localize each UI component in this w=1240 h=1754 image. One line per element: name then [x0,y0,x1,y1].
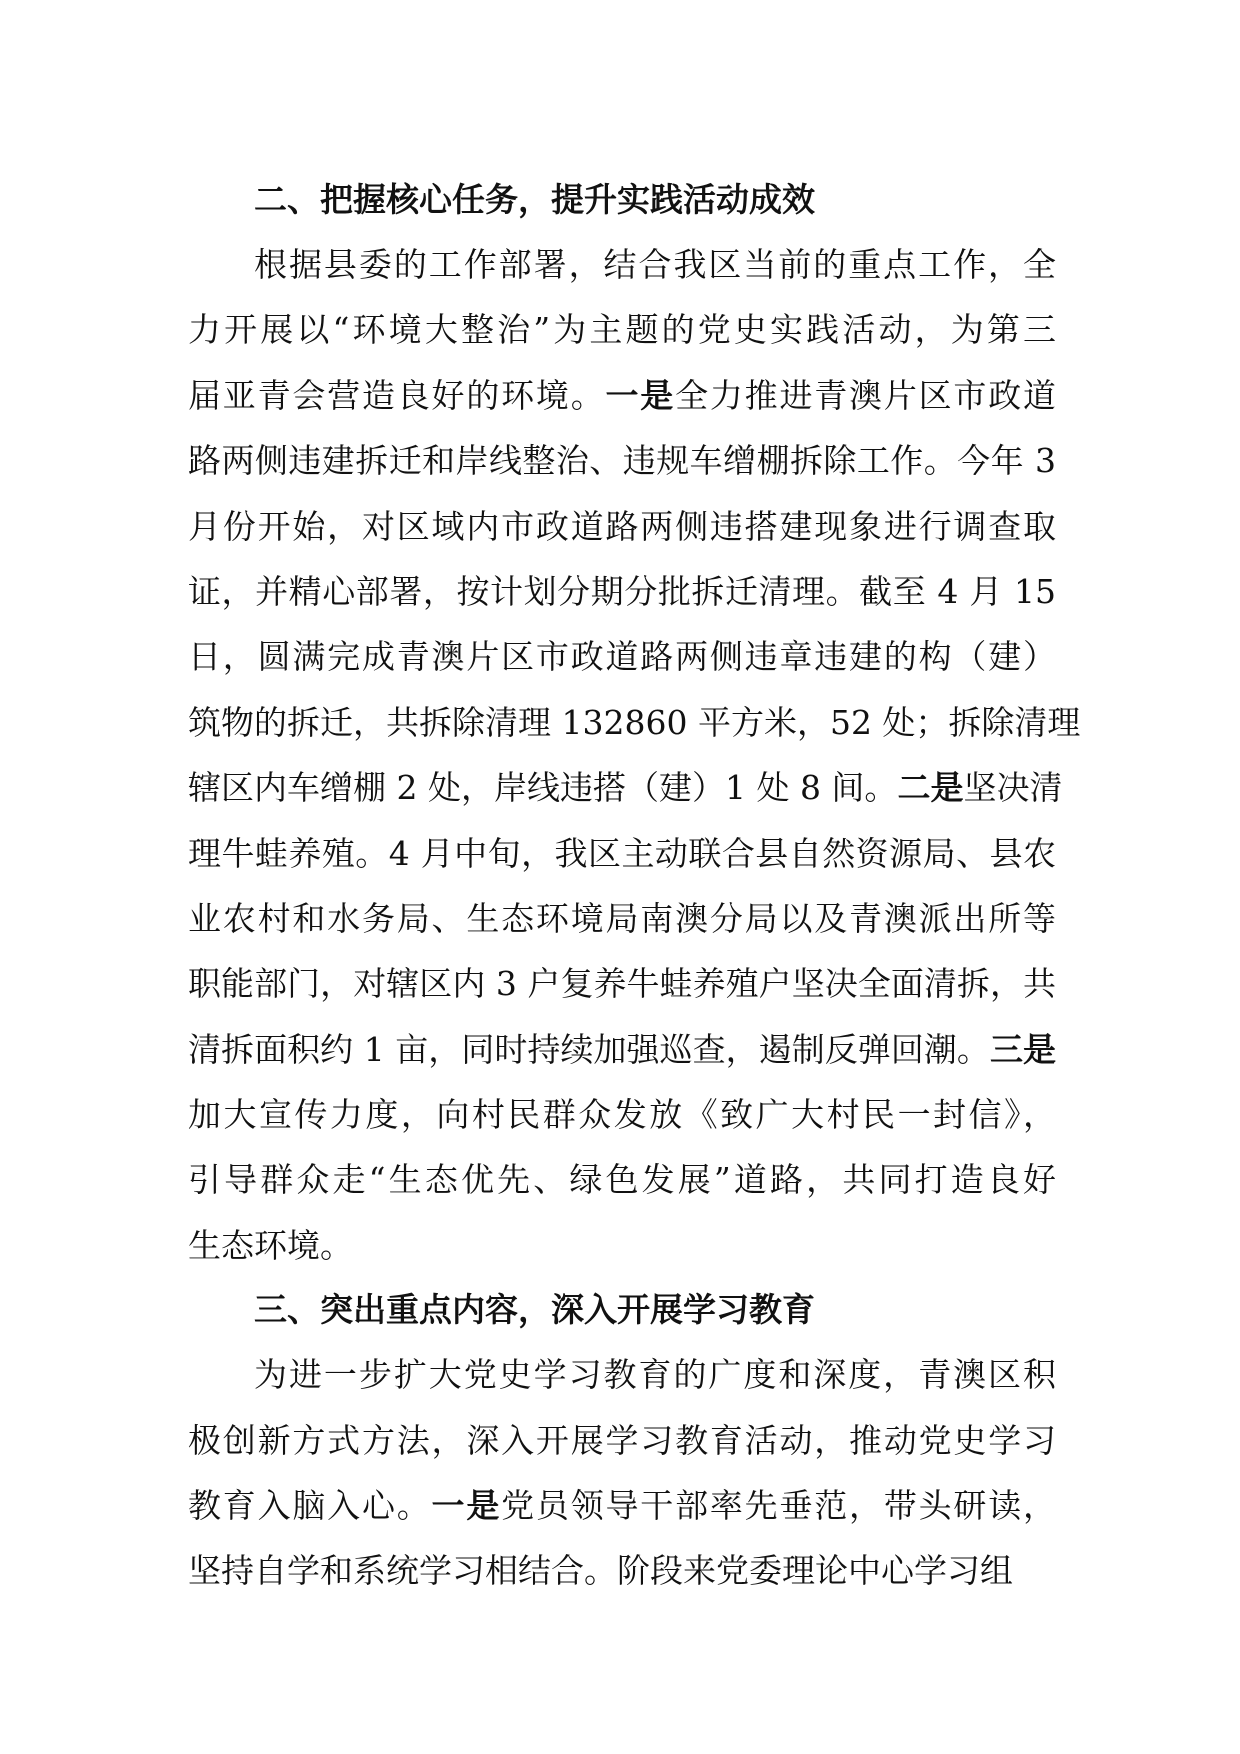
body-text: 引导群众走“生态优先、绿色发展”道路，共同打造良好 [188,1160,1056,1200]
body-text: 加大宣传力度，向村民群众发放《致广大村民一封信》， [188,1095,1056,1135]
text-line [188,1213,1056,1278]
body-text: 日，圆满完成青澳片区市政道路两侧违章违建的构（建） [188,637,1056,677]
paragraph [188,1342,1056,1604]
body-text: 路两侧违建拆迁和岸线整治、违规车缯棚拆除工作。今年 3 [188,441,1056,481]
text-line [188,1538,1056,1603]
text-line [188,559,1056,624]
body-text: 届亚青会营造良好的环境。 [188,375,606,415]
body-text: 辖区内车缯棚 2 处，岸线违搭（建）1 处 8 间。 [188,768,898,808]
text-line [188,1082,1056,1147]
paragraph [188,232,1081,1278]
body-text: 全力推进青澳片区市政道 [675,375,1057,415]
text-line [188,821,1056,886]
body-text: 生态环境。 [188,1225,353,1265]
document-page [188,168,1081,1604]
emphasis-text: 一是 [605,375,676,415]
emphasis-text: 一是 [431,1486,502,1526]
text-line [188,1473,1056,1538]
body-text: 证，并精心部署，按计划分期分批拆迁清理。截至 4 月 15 [188,571,1056,611]
section-heading: 二、把握核心任务，提升实践活动成效 [254,180,815,219]
body-text: 为进一步扩大党史学习教育的广度和深度，青澳区积 [254,1355,1056,1395]
text-line [188,951,1056,1016]
text-line [188,690,1081,755]
body-text: 筑物的拆迁，共拆除清理 132860 平方米，52 处；拆除清理 [188,702,1081,742]
text-line [188,1147,1056,1212]
emphasis-text: 三是 [989,1029,1056,1069]
text-line [188,624,1056,689]
body-text: 坚持自学和系统学习相结合。阶段来党委理论中心学习组 [188,1551,1013,1591]
section-heading: 三、突出重点内容，深入开展学习教育 [254,1290,815,1330]
text-line [188,755,1063,820]
text-line [188,297,1056,362]
body-text: 教育入脑入心。 [188,1486,432,1526]
body-text: 理牛蛙养殖。4 月中旬，我区主动联合县自然资源局、县农 [188,833,1056,873]
body-text: 业农村和水务局、生态环境局南澳分局以及青澳派出所等 [188,898,1056,938]
body-text: 职能部门，对辖区内 3 户复养牛蛙养殖户坚决全面清拆，共 [188,964,1056,1004]
text-line [188,1017,1056,1082]
text-line [188,1408,1056,1473]
text-line [188,232,1056,297]
body-text: 清拆面积约 1 亩，同时持续加强巡查，遏制反弹回潮。 [188,1029,990,1069]
text-line [188,1342,1056,1407]
body-text: 月份开始，对区域内市政道路两侧违搭建现象进行调查取 [188,506,1056,546]
text-line [188,886,1056,951]
body-text: 党员领导干部率先垂范，带头研读， [501,1486,1057,1526]
text-line [188,494,1056,559]
body-text: 坚决清 [963,768,1063,808]
text-line [188,428,1056,493]
body-text: 根据县委的工作部署，结合我区当前的重点工作，全 [254,245,1056,284]
emphasis-text: 二是 [897,768,964,808]
body-text: 极创新方式方法，深入开展学习教育活动，推动党史学习 [188,1420,1056,1460]
body-text: 力开展以“环境大整治”为主题的党史实践活动，为第三 [188,310,1056,350]
text-line [188,363,1056,428]
